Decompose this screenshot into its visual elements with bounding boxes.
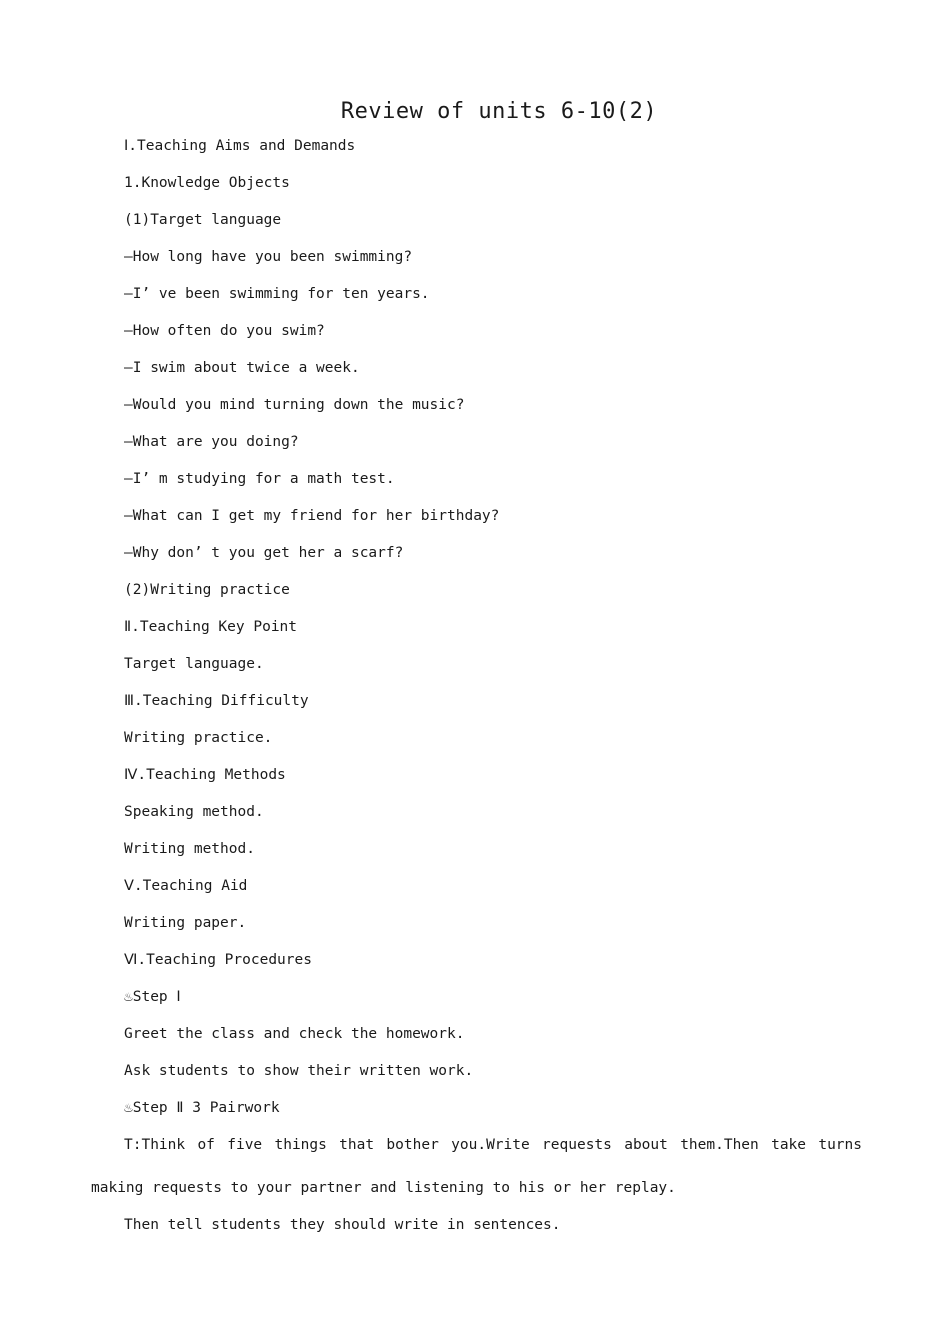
document-title: Review of units 6-10(2)	[340, 99, 658, 124]
document-body	[0, 128, 950, 1244]
subheading-writing-practice: (2)Writing practice	[124, 582, 290, 598]
step-heading: ♨Step Ⅰ	[124, 989, 181, 1005]
body-text: Greet the class and check the homework.	[124, 1026, 465, 1042]
body-text: Writing practice.	[124, 730, 273, 746]
body-text: Ask students to show their written work.	[124, 1063, 474, 1079]
subheading-target-language: (1)Target language	[124, 212, 282, 228]
section-heading-procedures: Ⅵ.Teaching Procedures	[124, 952, 312, 968]
section-heading-aid: Ⅴ.Teaching Aid	[124, 878, 248, 894]
dialogue-line: —I’ m studying for a math test.	[124, 471, 395, 487]
dialogue-line: —What are you doing?	[124, 434, 299, 450]
body-text: Writing paper.	[124, 915, 247, 931]
dialogue-line: —Would you mind turning down the music?	[124, 397, 465, 413]
dialogue-line: —Why don’ t you get her a scarf?	[124, 545, 404, 561]
body-text: Then tell students they should write in sentences.	[124, 1217, 561, 1233]
section-heading-difficulty: Ⅲ.Teaching Difficulty	[124, 693, 309, 709]
dialogue-line: —What can I get my friend for her birthday?	[124, 508, 500, 524]
dialogue-line: —I swim about twice a week.	[124, 360, 360, 376]
body-text: Target language.	[124, 656, 264, 672]
dialogue-line: —How often do you swim?	[124, 323, 325, 339]
subheading-knowledge-objects: 1.Knowledge Objects	[124, 175, 290, 191]
body-text: Writing method.	[124, 841, 255, 857]
section-heading-key-point: Ⅱ.Teaching Key Point	[124, 619, 298, 635]
dialogue-line: —I’ ve been swimming for ten years.	[124, 286, 430, 302]
dialogue-line: —How long have you been swimming?	[124, 249, 413, 265]
instruction-paragraph: T:Think of five things that bother you.Write requests about them.Then take turns making requests to your partner and listening to his or her replay.	[91, 1137, 862, 1196]
step-heading: ♨Step Ⅱ 3 Pairwork	[124, 1100, 280, 1116]
body-text: Speaking method.	[124, 804, 264, 820]
section-heading-aims: Ⅰ.Teaching Aims and Demands	[124, 138, 356, 154]
section-heading-methods: Ⅳ.Teaching Methods	[124, 767, 286, 783]
